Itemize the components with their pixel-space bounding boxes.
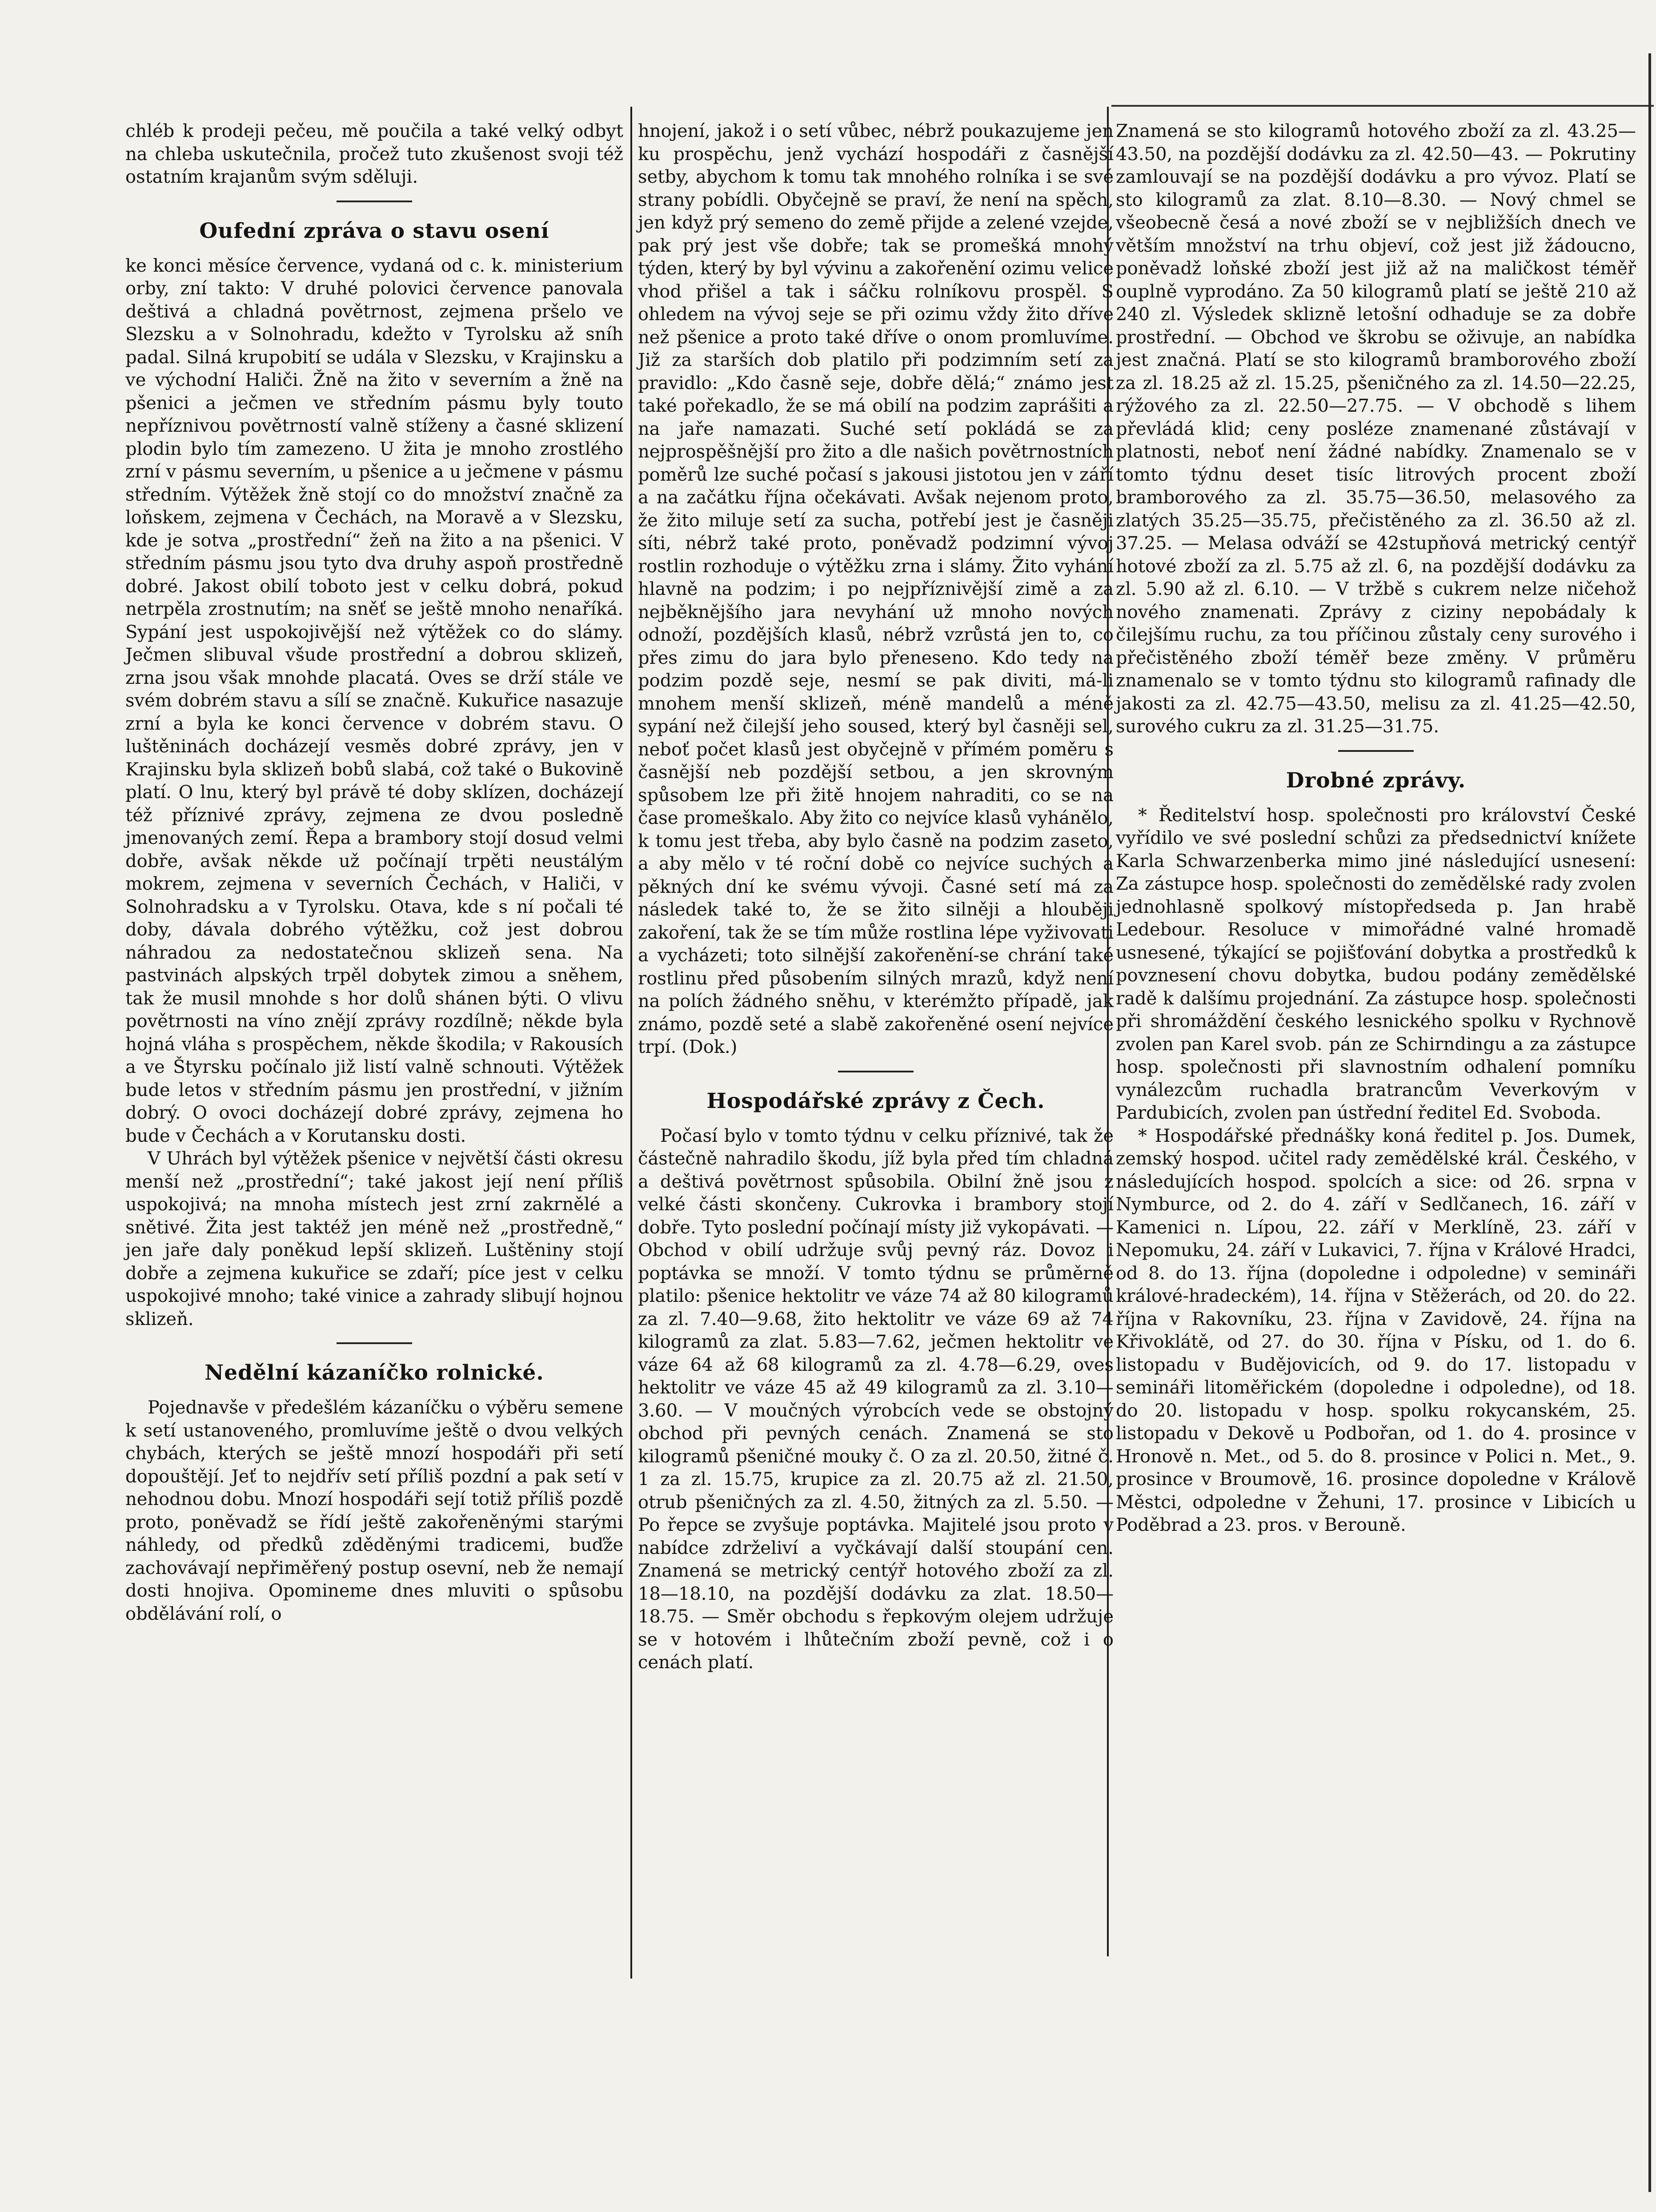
section-divider — [838, 1071, 914, 1072]
column-2 — [638, 120, 1114, 1674]
intro-paragraph: chléb k prodeji pečeu, mě poučila a také velký odbyt na chleba uskutečnila, pročež tuto zkušenost svoji též ostatním krajanům svým sděluji. — [125, 121, 623, 187]
column-3 — [1116, 120, 1636, 1537]
heading-short-news: Drobné zprávy. — [1286, 768, 1466, 793]
economic-news-paragraph: Počasí bylo v tomto týdnu v celku příznivé, tak že částečně nahradilo škodu, jíž byla před tím chladná a deštivá povětrnost spůsobila. Obilní žně jsou z velké části skončeny. Cukrovka i brambory stojí dobře. Tyto poslední počínají místy již vykopávati. — Obchod v obilí udržuje svůj pevný ráz. Dovoz i poptávka se množí. V tomto týdnu se průměrně platilo: pšenice hektolitr ve váze 74 až 80 kilogramů za zl. 7.40—9.68, žito hektolitr ve váze 69 až 74 kilogramů za zlat. 5.83—7.62, ječmen hektolitr ve váze 64 až 68 kilogramů za zl. 4.78—6.29, oves hektolitr ve váze 45 až 49 kilogramů za zl. 3.10—3.60. — V moučných výrobcích vede se obstojný obchod při pevných cenách. Znamená se sto kilogramů pšeničné mouky č. O za zl. 20.50, žitné č. 1 za zl. 15.75, krupice za zl. 20.75 až zl. 21.50, otrub pšeničných za zl. 4.50, žitných za zl. 5.50. — Po řepce se zvyšuje poptávka. Majitelé jsou proto v nabídce zdrželiví a vyčkávají další stoupání cen. Znamená se metrický centýř hotového zboží za zl. 18—18.10, na pozdější dodávku za zlat. 18.50—18.75. — Směr obchodu s řepkovým olejem udržuje se v hotovém i lhůtečním zboží pevně, což i o cenách platí. — [638, 1125, 1114, 1673]
page-edge-line — [1648, 53, 1651, 2192]
column-top-rule — [1111, 105, 1654, 107]
section-divider — [337, 1342, 412, 1344]
crop-report-paragraph-1: ke konci měsíce července, vydaná od c. k. ministerium orby, zní takto: V druhé polovici července panovala deštivá a chladná povětrnost, zejmena pršelo ve Slezsku a v Solnohradu, kdežto v Tyrolsku až sníh padal. Silná krupobití se udála v Slezsku, v Krajinsku a ve východní Haliči. Žně na žito v severním a žně na pšenici a ječmen ve středním pásmu byly touto nepříznivou povětrností valně stíženy a časné sklizení plodin bylo tím zamezeno. U žita je mnoho zrostlého zrní v pásmu severním, u pšenice a u ječmene v pásmu středním. Výtěžek žně stojí co do množství značně za loňskem, zejmena v Čechách, na Moravě a v Slezsku, kde je sotva „prostřední“ žeň na žito a na pšenici. V středním pásmu jsou tyto dva druhy aspoň prostředně dobré. Jakost obilí toboto jest v celku dobrá, pokud netrpěla zrostnutím; na sněť se ještě mnoho nenaříká. Sypání jest uspokojivější než výtěžek co do slámy. Ječmen slibuval všude prostřední a dobrou sklizeň, zrna jsou však mnohde placatá. Oves se drží stále ve svém dobrém stavu a sílí se značně. Kukuřice nasazuje zrní a byla ke konci července v dobrém stavu. O luštěninách docházejí vesměs dobré zprávy, jen v Krajinsku byla sklizeň bobů slabá, což také o Bukovině platí. O lnu, který byl právě té doby sklízen, docházejí též příznivé zprávy, zejmena ze dvou posledně jmenovaných zemí. Řepa a brambory stojí dosud velmi dobře, avšak někde už počínají trpěti neustálým mokrem, zejmena v severních Čechách, v Haliči, v Solnohradsku a v Tyrolsku. Otava, kde s ní počali té doby, dávala dobrého výtěžku, což jest dobrou náhradou za nedostatečnou sklizeň sena. Na pastvinách alpských trpěl dobytek zimou a sněhem, tak že musil mnohde s hor dolů shánen býti. O vlivu povětrnosti na víno znějí zprávy rozdílně; někde byla hojná vláha s prospěchem, někde škodila; v Rakousích a ve Štyrsku počínalo již listí valně schnouti. Výtěžek bude letos v středním pásmu jen prostřední, v jižním dobrý. O ovoci docházejí dobré zprávy, zejmena ho bude v Čechách a v Korutansku dosti. — [125, 255, 623, 1146]
crop-report-paragraph-2: V Uhrách byl výtěžek pšenice v největší části okresu menší než „prostřední“; také jakost její není příliš uspokojivá; na mnoha místech jest zrní zakrnělé a snětivé. Žita jest taktéž jen méně než „prostředně,“ jen jaře daly poněkud lepší sklizeň. Luštěniny stojí dobře a zejmena kukuřice se zdaří; píce jest v celku uspokojivé mnoho; také vinice a zahrady slibují hojnou sklizeň. — [125, 1148, 623, 1329]
section-divider — [1338, 750, 1414, 752]
heading-crop-report: Oufední zpráva o stavu osení — [199, 218, 549, 243]
column-1 — [125, 120, 623, 1626]
market-continuation-paragraph: Znamená se sto kilogramů hotového zboží za zl. 43.25—43.50, na pozdější dodávku za zl. 42.50—43. — Pokrutiny zamlouvají se na pozdější dodávku a pro vývoz. Platí se sto kilogramů za zlat. 8.10—8.30. — Nový chmel se všeobecně česá a nové zboží se v nejbližších dnech ve větším množství na trhu objeví, což jest již žádoucno, poněvadž loňské zboží jest již až na maličkost téměř ouplně vyprodáno. Za 50 kilogramů platí se ještě 210 až 240 zl. Výsledek sklizně letošní odhaduje se za dobře prostřední. — Obchod ve škrobu se oživuje, an nabídka jest značná. Platí se sto kilogramů bramborového zboží za zl. 18.25 až zl. 15.25, pšeničného za zl. 14.50—22.25, rýžového za zl. 22.50—27.75. — V obchodě s lihem převládá klid; ceny posléze znamenané zůstávají v platnosti, neboť není žádné nabídky. Znamenalo se v tomto týdnu deset tisíc litrových procent zboží bramborového za zl. 35.75—36.50, melasového za zlatých 35.25—35.75, přečistěného za zl. 36.50 až zl. 37.25. — Melasa odváží se 42stupňová metrický centýř hotové zboží za zl. 5.75 až zl. 6, na pozdější dodávku za zl. 5.90 až zl. 6.10. — V tržbě s cukrem nelze ničehož nového znamenati. Zprávy z ciziny nepobádaly k čilejšímu ruchu, za tou příčinou zůstaly ceny surového i přečistěného zboží téměř beze změny. V průměru znamenalo se v tomto týdnu sto kilogramů rafinady dle jakosti za zl. 42.75—43.50, melisu za zl. 41.25—42.50, surového cukru za zl. 31.25—31.75. — [1116, 121, 1636, 737]
heading-economic-news: Hospodářské zprávy z Čech. — [706, 1088, 1045, 1113]
section-divider — [337, 201, 412, 202]
sermon-paragraph: Pojednavše v předešlém kázaníčku o výběru semene k setí ustanoveného, promluvíme ještě o dvou velkých chybách, kterých se ještě mnozí hospodáři při setí dopouštějí. Jeť to nejdřív setí příliš pozdní a pak setí v nehodnou dobu. Mnozí hospodáři sejí totiž příliš pozdě proto, poněvadž se řídí ještě zakořeněnými starými náhledy, od předků zděděnými tradicemi, buďže zachovávají nepřiměřený postup osevní, neb že nemají dosti hnojiva. Opomineme dnes mluviti o spůsobu obdělávání rolí, o — [125, 1397, 623, 1624]
short-news-paragraph-1: * Ředitelství hosp. společnosti pro království České vyřídilo ve své poslední schůzi za předsednictví knížete Karla Schwarzenberka mimo jiné následující usnesení: Za zástupce hosp. společnosti do zemědělské rady zvolen jednohlasně spolkový místopředseda p. Jan hrabě Ledebour. Resoluce v mimořádné valné hromadě usnesené, týkající se pojišťování dobytka a prostředků k povznesení chovu dobytka, budou podány zemědělské radě k dalšímu projednání. Za zástupce hosp. společnosti při shromáždění českého lesnického spolku v Rychnově zvolen pan Karel svob. pán ze Schirndingu a za zástupce hosp. společnosti při slavnostním odhalení pomníku vynálezcům ruchadla bratrancům Veverkovým v Pardubicích, zvolen pan ústřední ředitel Ed. Svoboda. — [1116, 805, 1636, 1123]
sermon-continuation-paragraph: hnojení, jakož i o setí vůbec, nébrž poukazujeme jen ku prospěchu, jenž vychází hospodáři z časnější setby, abychom k tomu tak mnohého rolníka i se své strany pobídli. Obyčejně se praví, že není na spěch, jen když prý semeno do země přijde a zelené vzejde, pak prý jest vše dobře; tak se promešká mnohý týden, který by byl vývinu a zakořenění ozimu velice vhod přišel a tak i sáčku rolníkovu prospěl. S ohledem na vývoj seje se při ozimu vždy žito dříve než pšenice a proto také dříve o onom promluvíme. Již za starších dob platilo při podzimním setí za pravidlo: „Kdo časně seje, dobře dělá;“ známo jest také pořekadlo, že se má obilí na podzim zaprášiti a na jaře namazati. Suché setí pokládá se za nejprospěšnější pro žito a dle našich povětrnostních poměrů lze suché počasí s jakousi jistotou jen v září a na začátku října očekávati. Avšak nejenom proto, že žito miluje setí za sucha, potřebí jest je časněji síti, nébrž také proto, poněvadž podzimní vývoj rostlin rozhoduje o výtěžku zrna i slámy. Žito vyhání hlavně na podzim; i po nejpříznivější zimě a za nejběknějšího jara nevyhání už mnoho nových odnoží, pozdějších klasů, nébrž vzrůstá jen to, co přes zimu do jara bylo přeneseno. Kdo tedy na podzim pozdě seje, nesmí se pak diviti, má-li mnohem menší sklizeň, méně mandelů a méně sypání než čilejší jeho soused, který byl časněji sel, neboť počet klasů jest obyčejně v přímém poměru s časnější neb pozdější setbou, a jen skrovným spůsobem lze při žitě hnojem nahraditi, co se na čase promeškalo. Aby žito co nejvíce klasů vyhánělo, k tomu jest třeba, aby bylo časně na podzim zaseto, a aby mělo v té roční době co nejvíce suchých a pěkných dní ke svému vývoji. Časné setí má za následek také to, že se žito silněji a hlouběji zakoření, tak že se tím může rostlina lépe vyživovati a vycházeti; toto silnější zakořenění-se chrání také rostlinu před působením silných mrazů, když není na polích žádného sněhu, v kterémžto případě, jak známo, pozdě seté a slabě zakořeněné osení nejvíce trpí. (Dok.) — [638, 121, 1114, 1057]
heading-sunday-sermon: Nedělní kázaníčko rolnické. — [204, 1361, 544, 1385]
column-divider-1 — [630, 107, 632, 1979]
short-news-paragraph-2: * Hospodářské přednášky koná ředitel p. Jos. Dumek, zemský hospod. učitel rady zemědělské král. Českého, v následujících hospod. spolcích a sice: od 26. srpna v Nymburce, od 2. do 4. září v Sedlčanech, 16. září v Kamenici n. Lípou, 22. září v Merklíně, 23. září v Nepomuku, 24. září v Lukavici, 7. října v Králové Hradci, od 8. do 13. října (dopoledne i odpoledne) v semináři králové-hradeckém), 14. října v Stěžerách, od 20. do 22. října v Rakovníku, 23. října v Zavidově, 24. října na Křivoklátě, od 27. do 30. října v Písku, od 1. do 6. listopadu v Budějovicích, od 9. do 17. listopadu v semináři litoměřickém (dopoledne i odpoledne), od 18. do 20. listopadu v hosp. spolku rokycanském, 25. listopadu v Dekově u Podbořan, od 1. do 4. prosince v Hronově n. Met., od 5. do 8. prosince v Polici n. Met., 9. prosince v Broumově, 16. prosince dopoledne v Králově Městci, odpoledne v Žehuni, 17. prosince v Libicích u Poděbrad a 23. pros. v Berouně. — [1116, 1125, 1636, 1535]
